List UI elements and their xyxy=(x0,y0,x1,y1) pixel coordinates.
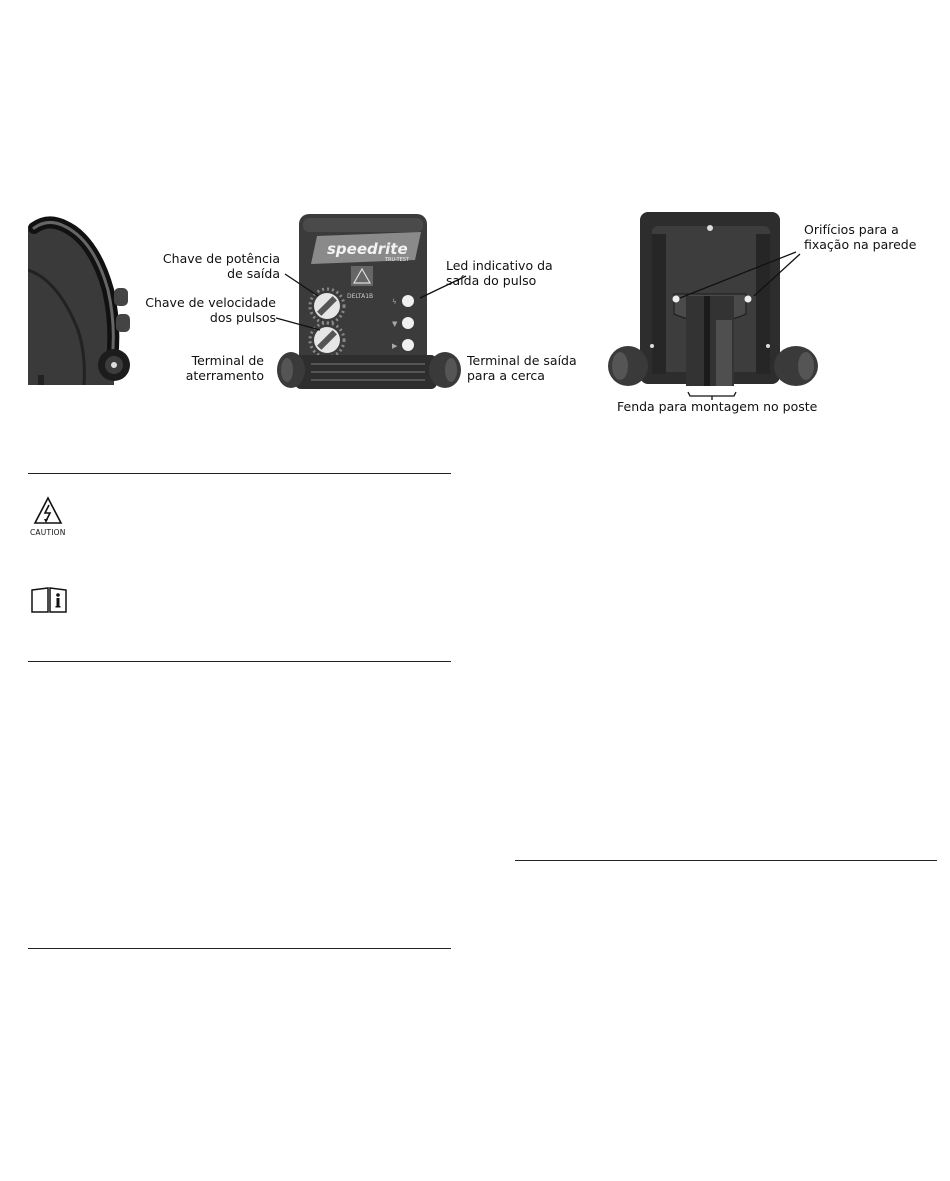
lightning-warning-icon xyxy=(33,496,63,526)
ground-terminal-label: Terminal de aterramento xyxy=(185,353,264,383)
wall-holes-label: Orifícios para a fixação na parede xyxy=(804,222,917,252)
caution-label: CAUTION xyxy=(30,528,66,537)
power-switch-label: Chave de potência de saída xyxy=(162,251,280,281)
divider-right xyxy=(515,860,937,861)
speed-switch-label: Chave de velocidade dos pulsos xyxy=(145,295,276,325)
divider-top xyxy=(28,473,451,474)
brand-sub: TRU-TEST xyxy=(385,257,409,263)
divider-bottom-left xyxy=(28,948,451,949)
divider-middle xyxy=(28,661,451,662)
model-badge: DELTA1B xyxy=(347,293,374,300)
svg-text:ϟ: ϟ xyxy=(392,298,397,306)
led-label: Led indicativo da saída do pulso xyxy=(446,258,553,288)
svg-text:▶: ▶ xyxy=(392,342,398,350)
svg-text:▼: ▼ xyxy=(392,320,398,328)
back-leader-lines xyxy=(0,0,950,420)
post-slot-label: Fenda para montagem no poste xyxy=(617,399,818,414)
brand-logo: speedrite xyxy=(327,240,408,258)
read-manual-icon xyxy=(30,586,68,614)
fence-terminal-label: Terminal de saída para a cerca xyxy=(467,353,577,383)
